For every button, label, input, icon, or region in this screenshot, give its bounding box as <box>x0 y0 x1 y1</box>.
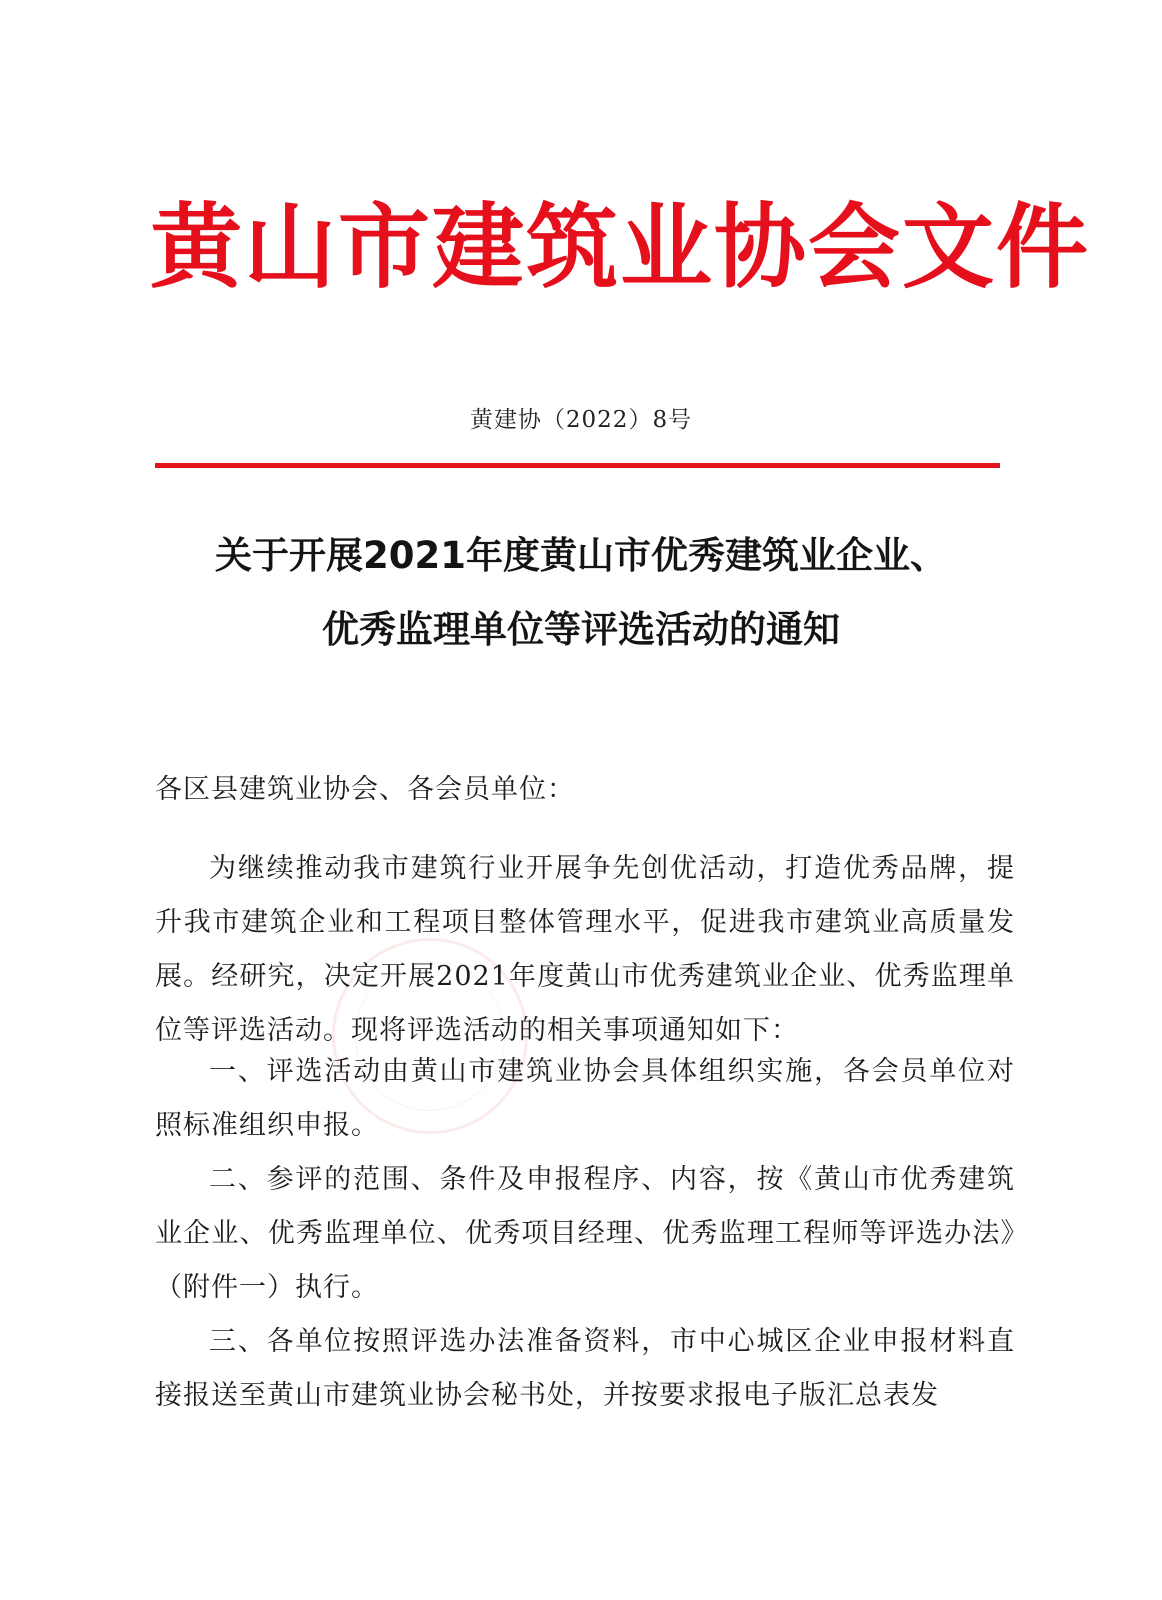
notice-title-line-2: 优秀监理单位等评选活动的通知 <box>322 608 840 651</box>
notice-title-line-1: 关于开展2021年度黄山市优秀建筑业企业、 <box>215 534 947 577</box>
masthead-title: 黄山市建筑业协会文件 <box>150 194 1091 301</box>
body-paragraph-item-2: 二、参评的范围、条件及申报程序、内容，按《黄山市优秀建筑业企业、优秀监理单位、优秀项目经理、优秀监理工程师等评选办法》（附件一）执行。 <box>155 1164 1015 1303</box>
red-divider-line <box>155 463 1000 468</box>
body-paragraph-intro: 为继续推动我市建筑行业开展争先创优活动，打造优秀品牌，提升我市建筑企业和工程项目整体管理水平，促进我市建筑业高质量发展。经研究，决定开展2021年度黄山市优秀建筑业企业、优秀监理单位等评选活动。现将评选活动的相关事项通知如下： <box>155 853 1015 1046</box>
salutation: 各区县建筑业协会、各会员单位： <box>155 774 575 805</box>
body-paragraph-item-1: 一、评选活动由黄山市建筑业协会具体组织实施，各会员单位对照标准组织申报。 <box>155 1056 1015 1141</box>
body-paragraph-item-3: 三、各单位按照评选办法准备资料，市中心城区企业申报材料直接报送至黄山市建筑业协会秘书处，并按要求报电子版汇总表发 <box>155 1326 1015 1411</box>
document-number: 黄建协（2022）8号 <box>469 407 693 433</box>
